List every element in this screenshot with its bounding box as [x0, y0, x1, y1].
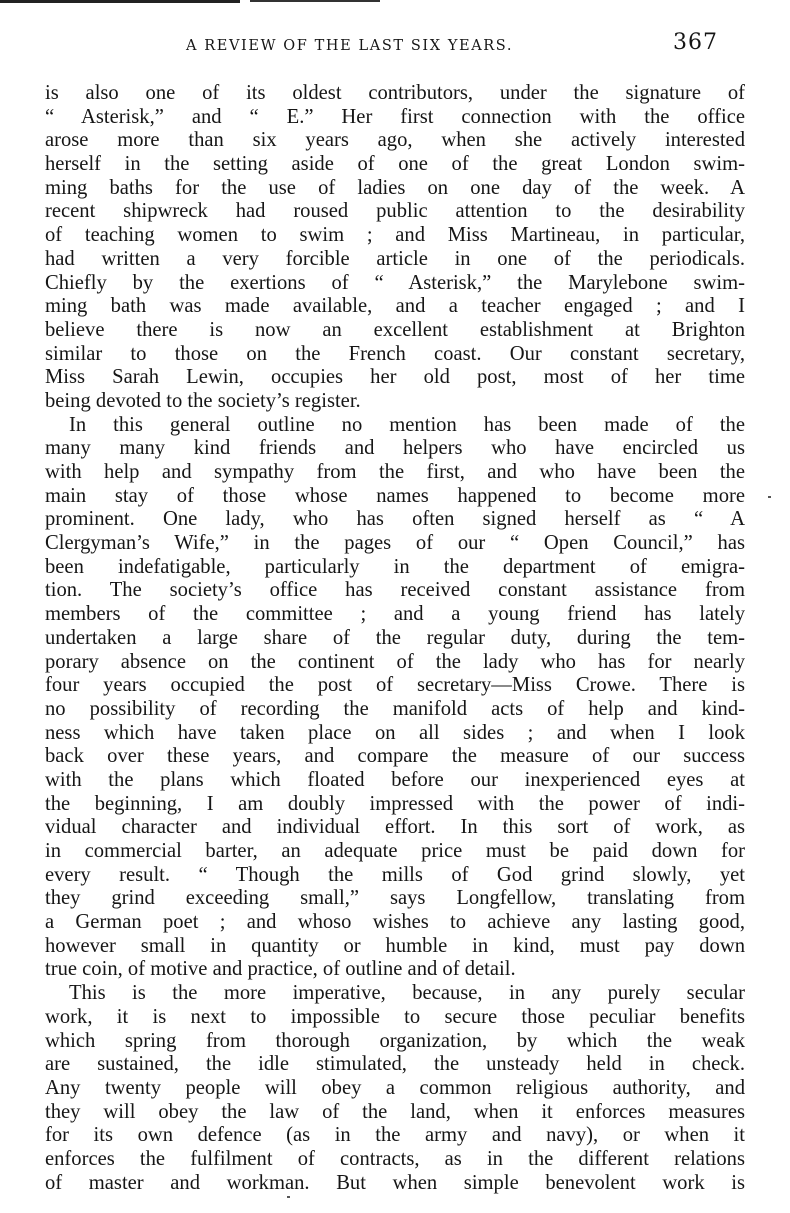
text-line: are sustained, the idle stimulated, the unsteady held in check.: [45, 1053, 745, 1076]
text-line: ming baths for the use of ladies on one day of the week. A: [45, 176, 745, 199]
text-line: of teaching women to swim ; and Miss Martineau, in particular,: [45, 224, 745, 247]
text-line: many many kind friends and helpers who have encircled us: [45, 437, 745, 460]
text-line: Chiefly by the exertions of “ Asterisk,” the Marylebone swim-: [45, 271, 745, 294]
text-line: is also one of its oldest contributors, under the signature of: [45, 82, 745, 104]
page-number: 367: [673, 30, 718, 55]
text-line: the beginning, I am doubly impressed with the power of indi-: [45, 792, 745, 815]
text-line: with help and sympathy from the first, and who have been the: [45, 461, 745, 483]
body-text: [45, 82, 745, 1195]
text-line: no possibility of recording the manifold acts of help and kind-: [45, 697, 745, 720]
text-line: ming bath was made available, and a teacher engaged ; and I: [45, 295, 745, 318]
text-line: which spring from thorough organization, by which the weak: [45, 1029, 745, 1052]
text-line: every result. “ Though the mills of God grind slowly, yet: [45, 863, 745, 886]
text-line: they grind exceeding small,” says Longfellow, translating from: [45, 887, 745, 910]
text-line: tion. The society’s office has received constant assistance from: [45, 579, 745, 602]
text-line: In this general outline no mention has been made of the: [69, 413, 745, 436]
text-line: they will obey the law of the land, when it enforces measures: [45, 1100, 745, 1123]
text-line: in commercial barter, an adequate price must be paid down for: [45, 840, 745, 862]
text-line: true coin, of motive and practice, of outline and of detail.: [45, 958, 516, 981]
text-line: porary absence on the continent of the lady who has for nearly: [45, 650, 745, 673]
text-line: of master and workman. But when simple benevolent work is: [45, 1171, 745, 1194]
text-line: enforces the fulfilment of contracts, as in the different relations: [45, 1147, 745, 1170]
top-rule-secondary: [250, 0, 380, 2]
text-line: Any twenty people will obey a common religious authority, and: [45, 1076, 745, 1099]
print-speck: [768, 496, 771, 498]
text-line: vidual character and individual effort. In this sort of work, as: [45, 816, 745, 839]
text-line: been indefatigable, particularly in the department of emigra-: [45, 555, 745, 578]
text-line: Miss Sarah Lewin, occupies her old post, most of her time: [45, 366, 745, 389]
running-title: A REVIEW OF THE LAST SIX YEARS.: [186, 38, 514, 54]
text-line: however small in quantity or humble in kind, must pay down: [45, 934, 745, 957]
text-line: ness which have taken place on all sides ; and when I look: [45, 721, 745, 744]
text-line: arose more than six years ago, when she actively interested: [45, 129, 745, 152]
text-line: “ Asterisk,” and “ E.” Her first connection with the office: [45, 105, 745, 128]
text-line: prominent. One lady, who has often signed herself as “ A: [45, 508, 745, 531]
text-line: Clergyman’s Wife,” in the pages of our “ Open Council,” has: [45, 532, 745, 555]
text-line: work, it is next to impossible to secure those peculiar benefits: [45, 1005, 745, 1028]
text-line: for its own defence (as in the army and navy), or when it: [45, 1124, 745, 1147]
print-speck: [287, 1196, 290, 1198]
text-line: herself in the setting aside of one of the great London swim-: [45, 153, 745, 176]
text-line: a German poet ; and whoso wishes to achieve any lasting good,: [45, 911, 745, 934]
text-line: This is the more imperative, because, in any purely secular: [69, 982, 745, 1005]
text-line: recent shipwreck had roused public attention to the desirability: [45, 200, 745, 223]
text-line: main stay of those whose names happened to become more: [45, 484, 745, 507]
text-line: members of the committee ; and a young friend has lately: [45, 603, 745, 626]
top-rule: [0, 0, 240, 3]
text-line: with the plans which floated before our inexperienced eyes at: [45, 768, 745, 791]
text-line: believe there is now an excellent establishment at Brighton: [45, 318, 745, 341]
text-line: being devoted to the society’s register.: [45, 389, 361, 412]
text-line: back over these years, and compare the measure of our success: [45, 745, 745, 768]
text-line: had written a very forcible article in one of the periodicals.: [45, 247, 745, 270]
text-line: undertaken a large share of the regular duty, during the tem-: [45, 626, 745, 649]
text-line: four years occupied the post of secretary—Miss Crowe. There is: [45, 674, 745, 697]
text-line: similar to those on the French coast. Our constant secretary,: [45, 342, 745, 365]
